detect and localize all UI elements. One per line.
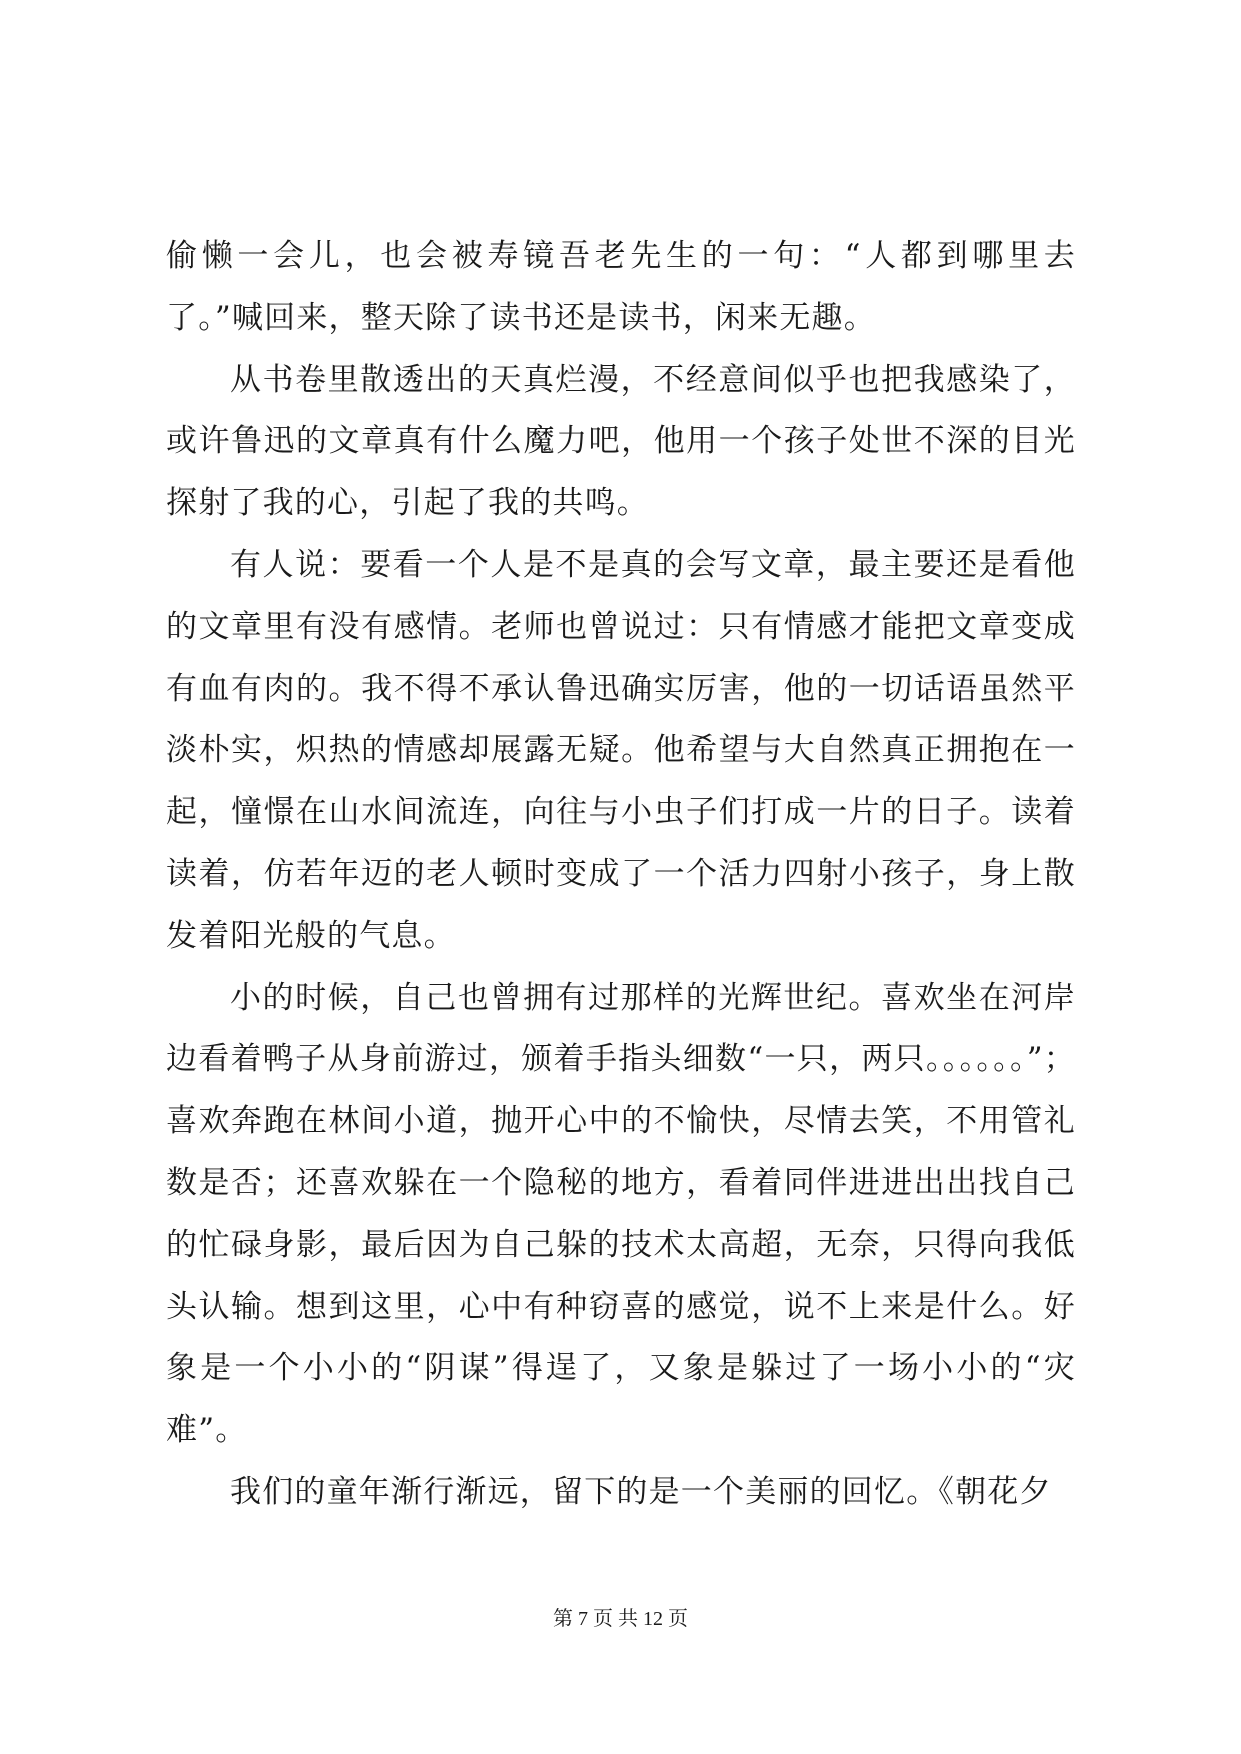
page-number-footer: 第 7 页 共 12 页 bbox=[553, 1608, 688, 1630]
paragraph-2: 从书卷里散透出的天真烂漫，不经意间似乎也把我感染了，或许鲁迅的文章真有什么魔力吧，他用一个孩子处世不深的目光探射了我的心，引起了我的共鸣。 bbox=[166, 361, 1076, 522]
paragraph-5: 我们的童年渐行渐远，留下的是一个美丽的回忆。《朝花夕 bbox=[230, 1473, 1052, 1510]
paragraph-3: 有人说：要看一个人是不是真的会写文章，最主要还是看他的文章里有没有感情。老师也曾说过：只有情感才能把文章变成有血有肉的。我不得不承认鲁迅确实厉害，他的一切话语虽然平淡朴实，炽热的情感却展露无疑。他希望与大自然真正拥抱在一起，憧憬在山水间流连，向往与小虫子们打成一片的日子。读着读着，仿若年迈的老人顿时变成了一个活力四射小孩子，身上散发着阳光般的气息。 bbox=[166, 546, 1076, 954]
body-text bbox=[166, 226, 1076, 1524]
paragraph-1: 偷懒一会儿，也会被寿镜吾老先生的一句：“人都到哪里去了。”喊回来，整天除了读书还是读书，闲来无趣。 bbox=[166, 238, 1076, 336]
paragraph-4: 小的时候，自己也曾拥有过那样的光辉世纪。喜欢坐在河岸边看着鸭子从身前游过，颁着手指头细数“一只，两只。。。。。。”；喜欢奔跑在林间小道，抛开心中的不愉快，尽情去笑，不用管礼数是否；还喜欢躲在一个隐秘的地方，看着同伴进进出出找自己的忙碌身影，最后因为自己躲的技术太高超，无奈，只得向我低头认输。想到这里，心中有种窃喜的感觉，说不上来是什么。好象是一个小小的“阴谋”得逞了，又象是躲过了一场小小的“灾难”。 bbox=[166, 979, 1076, 1449]
